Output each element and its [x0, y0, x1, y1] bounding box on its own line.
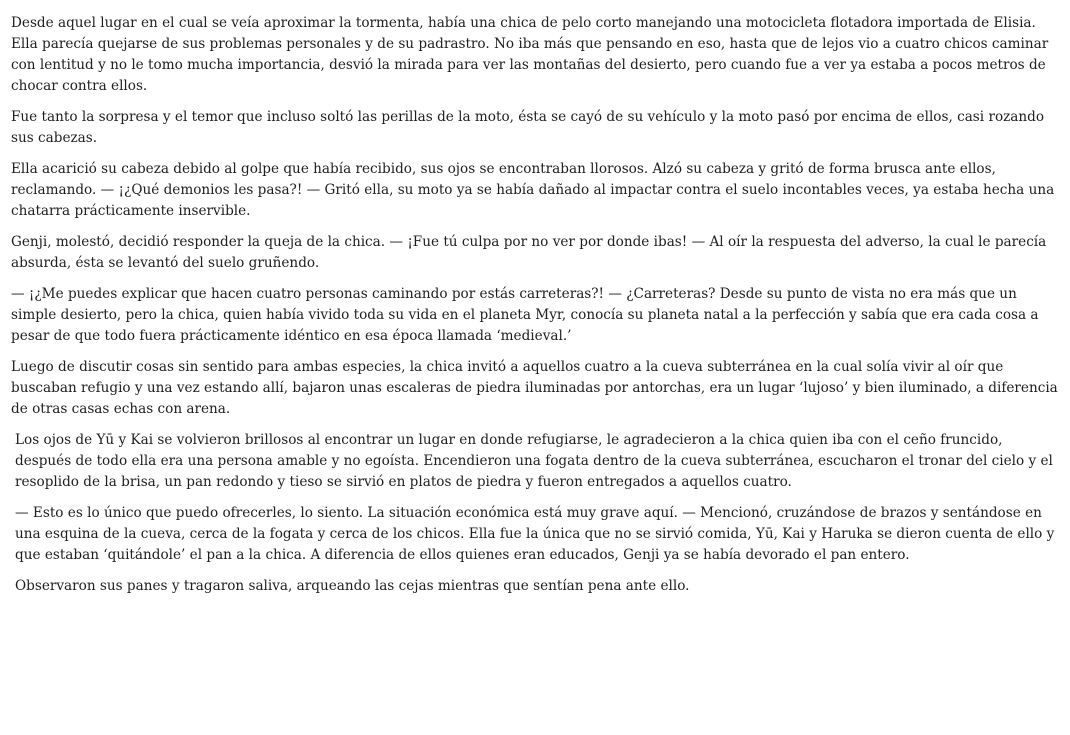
document-body: [11, 13, 1059, 607]
paragraph-8: — Esto es lo único que puedo ofrecerles, lo siento. La situación económica está muy grave aquí. — Mencionó, cruzándose de brazos y sentándose en una esquina de la cueva, cerca de la fogata y cerca de los chicos. Ella fue la única que no se sirvió comida, Yū, Kai y Haruka se dieron cuenta de ello y que estaban ‘quitándole’ el pan a la chica. A diferencia de ellos quienes eran educados, Genji ya se había devorado el pan entero.: [15, 505, 1055, 563]
paragraph-5: — ¡¿Me puedes explicar que hacen cuatro personas caminando por estás carreteras?! — ¿Carreteras? Desde su punto de vista no era más que un simple desierto, pero la chica, quien había vivido toda su vida en el planeta Myr, conocía su planeta natal a la perfección y sabía que era cada cosa a pesar de que todo fuera prácticamente idéntico en esa época llamada ‘medieval.’: [11, 286, 1039, 344]
paragraph-9: Observaron sus panes y tragaron saliva, arqueando las cejas mientras que sentían pena ante ello.: [15, 578, 690, 594]
paragraph-4: Genji, molestó, decidió responder la queja de la chica. — ¡Fue tú culpa por no ver por donde ibas! — Al oír la respuesta del adverso, la cual le parecía absurda, ésta se levantó del suelo gruñendo.: [11, 234, 1047, 271]
paragraph-7: Los ojos de Yū y Kai se volvieron brillosos al encontrar un lugar en donde refugiarse, le agradecieron a la chica quien iba con el ceño fruncido, después de todo ella era una persona amable y no egoísta. Encendieron una fogata dentro de la cueva subterránea, escucharon el tronar del cielo y el resoplido de la brisa, un pan redondo y tieso se sirvió en platos de piedra y fueron entregados a aquellos cuatro.: [15, 432, 1053, 490]
paragraph-3: Ella acarició su cabeza debido al golpe que había recibido, sus ojos se encontraban llorosos. Alzó su cabeza y gritó de forma brusca ante ellos, reclamando. — ¡¿Qué demonios les pasa?! — Gritó ella, su moto ya se había dañado al impactar contra el suelo incontables veces, ya estaba hecha una chatarra prácticamente inservible.: [11, 161, 1055, 219]
paragraph-1: Desde aquel lugar en el cual se veía aproximar la tormenta, había una chica de pelo corto manejando una motocicleta flotadora importada de Elisia. Ella parecía quejarse de sus problemas personales y de su padrastro. No iba más que pensando en eso, hasta que de lejos vio a cuatro chicos caminar con lentitud y no le tomo mucha importancia, desvió la mirada para ver las montañas del desierto, pero cuando fue a ver ya estaba a pocos metros de chocar contra ellos.: [11, 15, 1049, 94]
paragraph-6: Luego de discutir cosas sin sentido para ambas especies, la chica invitó a aquellos cuatro a la cueva subterránea en la cual solía vivir al oír que buscaban refugio y una vez estando allí, bajaron unas escaleras de piedra iluminadas por antorchas, era un lugar ‘lujoso’ y bien iluminado, a diferencia de otras casas echas con arena.: [11, 359, 1058, 417]
paragraph-2: Fue tanto la sorpresa y el temor que incluso soltó las perillas de la moto, ésta se cayó de su vehículo y la moto pasó por encima de ellos, casi rozando sus cabezas.: [11, 109, 1045, 146]
